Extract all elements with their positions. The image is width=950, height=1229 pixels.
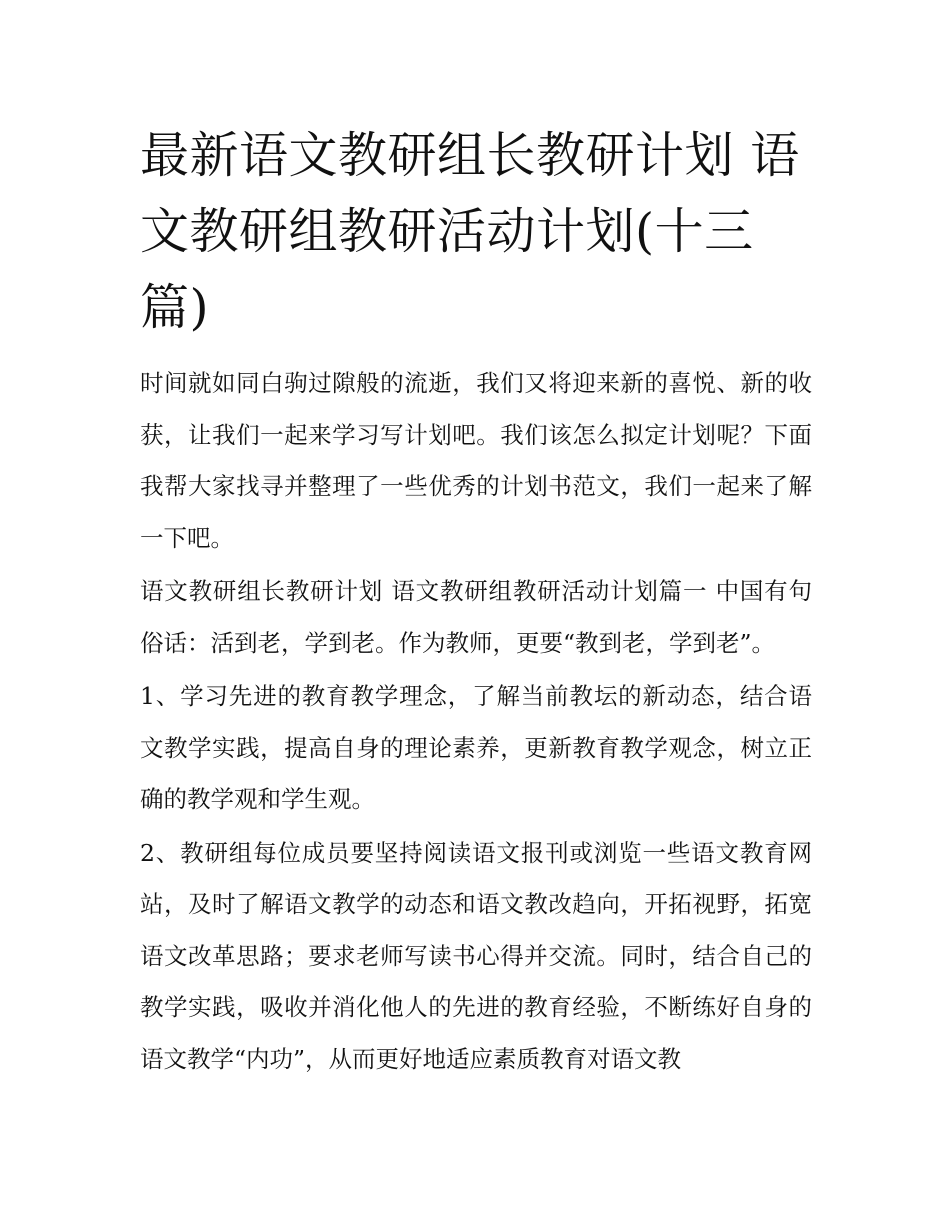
item-one-paragraph: 1、学习先进的教育教学理念，了解当前教坛的新动态，结合语文教学实践，提高自身的理论素养，更新教育教学观念，树立正确的教学观和学生观。 (140, 682, 812, 813)
item-two-paragraph: 2、教研组每位成员要坚持阅读语文报刊或浏览一些语文教育网站，及时了解语文教学的动态和语文教改趋向，开拓视野，拓宽语文改革思路；要求老师写读书心得并交流。同时，结合自己的教学实践，吸收并消化他人的先进的教育经验，不断练好自身的语文教学“内功”，从而更好地适应素质教育对语文教 (140, 838, 812, 1073)
section-one-paragraph: 语文教研组长教研计划 语文教研组教研活动计划篇一 中国有句俗话：活到老，学到老。作为教师，更要“教到老，学到老”。 (140, 577, 812, 657)
document-body (140, 358, 812, 1085)
intro-paragraph: 时间就如同白驹过隙般的流逝，我们又将迎来新的喜悦、新的收获，让我们一起来学习写计划吧。我们该怎么拟定计划呢？下面我帮大家找寻并整理了一些优秀的计划书范文，我们一起来了解一下吧。 (140, 369, 812, 552)
document-title: 最新语文教研组长教研计划 语文教研组教研活动计划(十三篇) (140, 127, 800, 336)
document-page (140, 118, 812, 1087)
